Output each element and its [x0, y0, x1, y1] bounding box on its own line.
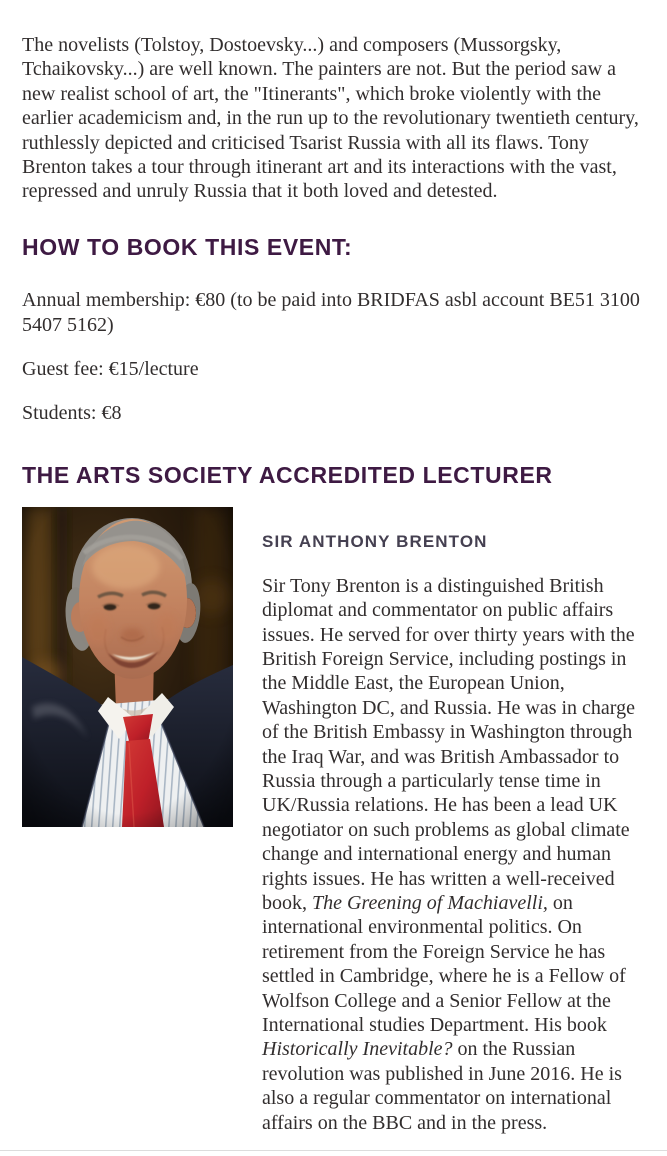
booking-section [22, 235, 645, 426]
bio-text-segment: Sir Tony Brenton is a distinguished British diplomat and commentator on public affairs issues. He served for over thirty years with the British Foreign Service, including postings in the Middle East, the European Union, Washington DC, and Russia. He was in charge of the British Embassy in Washington through the Iraq War, and was British Ambassador to Russia through a particularly tense time in UK/Russia relations. He has been a lead UK negotiator on such problems as global climate change and international energy and human rights issues. He has written a well-received book, [262, 574, 635, 915]
lecturer-bio [262, 574, 645, 1135]
student-fee: Students: €8 [22, 402, 122, 425]
bottom-divider [0, 1150, 667, 1156]
lecturer-photo [22, 507, 233, 827]
lecturer-heading: THE ARTS SOCIETY ACCREDITED LECTURER [22, 461, 553, 488]
lecturer-info [262, 507, 645, 1135]
event-description: The novelists (Tolstoy, Dostoevsky...) and composers (Mussorgsky, Tchaikovsky...) are well known. The painters are not. But the period saw a new realist school of art, the "Itinerants", which broke violently with the earlier academicism and, in the run up to the revolutionary twentieth century, ruthlessly depicted and criticised Tsarist Russia with all its flaws. Tony Brenton takes a tour through itinerant art and its interactions with the vast, repressed and unruly Russia that it both loved and detested. [22, 34, 639, 203]
lecturer-section [22, 463, 645, 1135]
annual-membership-fee: Annual membership: €80 (to be paid into BRIDFAS asbl account BE51 3100 5407 5162) [22, 289, 640, 336]
lecturer-row [22, 507, 645, 1135]
portrait-vignette [22, 507, 233, 827]
bio-text-segment: on international environmental politics. On retirement from the Foreign Service he has settled in Cambridge, where he is a Fellow of Wolfson College and a Senior Fellow at the International studies Department. His book [262, 892, 626, 1037]
booking-heading: HOW TO BOOK THIS EVENT: [22, 233, 353, 260]
bio-text-segment: on the Russian revolution was published in June 2016. He is also a regular commentator on international affairs on the BBC and in the press. [262, 1038, 622, 1134]
book-title-greening-of-machiavelli: The Greening of Machiavelli, [312, 892, 548, 915]
lecturer-portrait-illustration [22, 507, 233, 827]
guest-fee: Guest fee: €15/lecture [22, 357, 199, 380]
lecturer-name: SIR ANTHONY BRENTON [262, 532, 488, 552]
book-title-historically-inevitable: Historically Inevitable? [262, 1038, 453, 1061]
